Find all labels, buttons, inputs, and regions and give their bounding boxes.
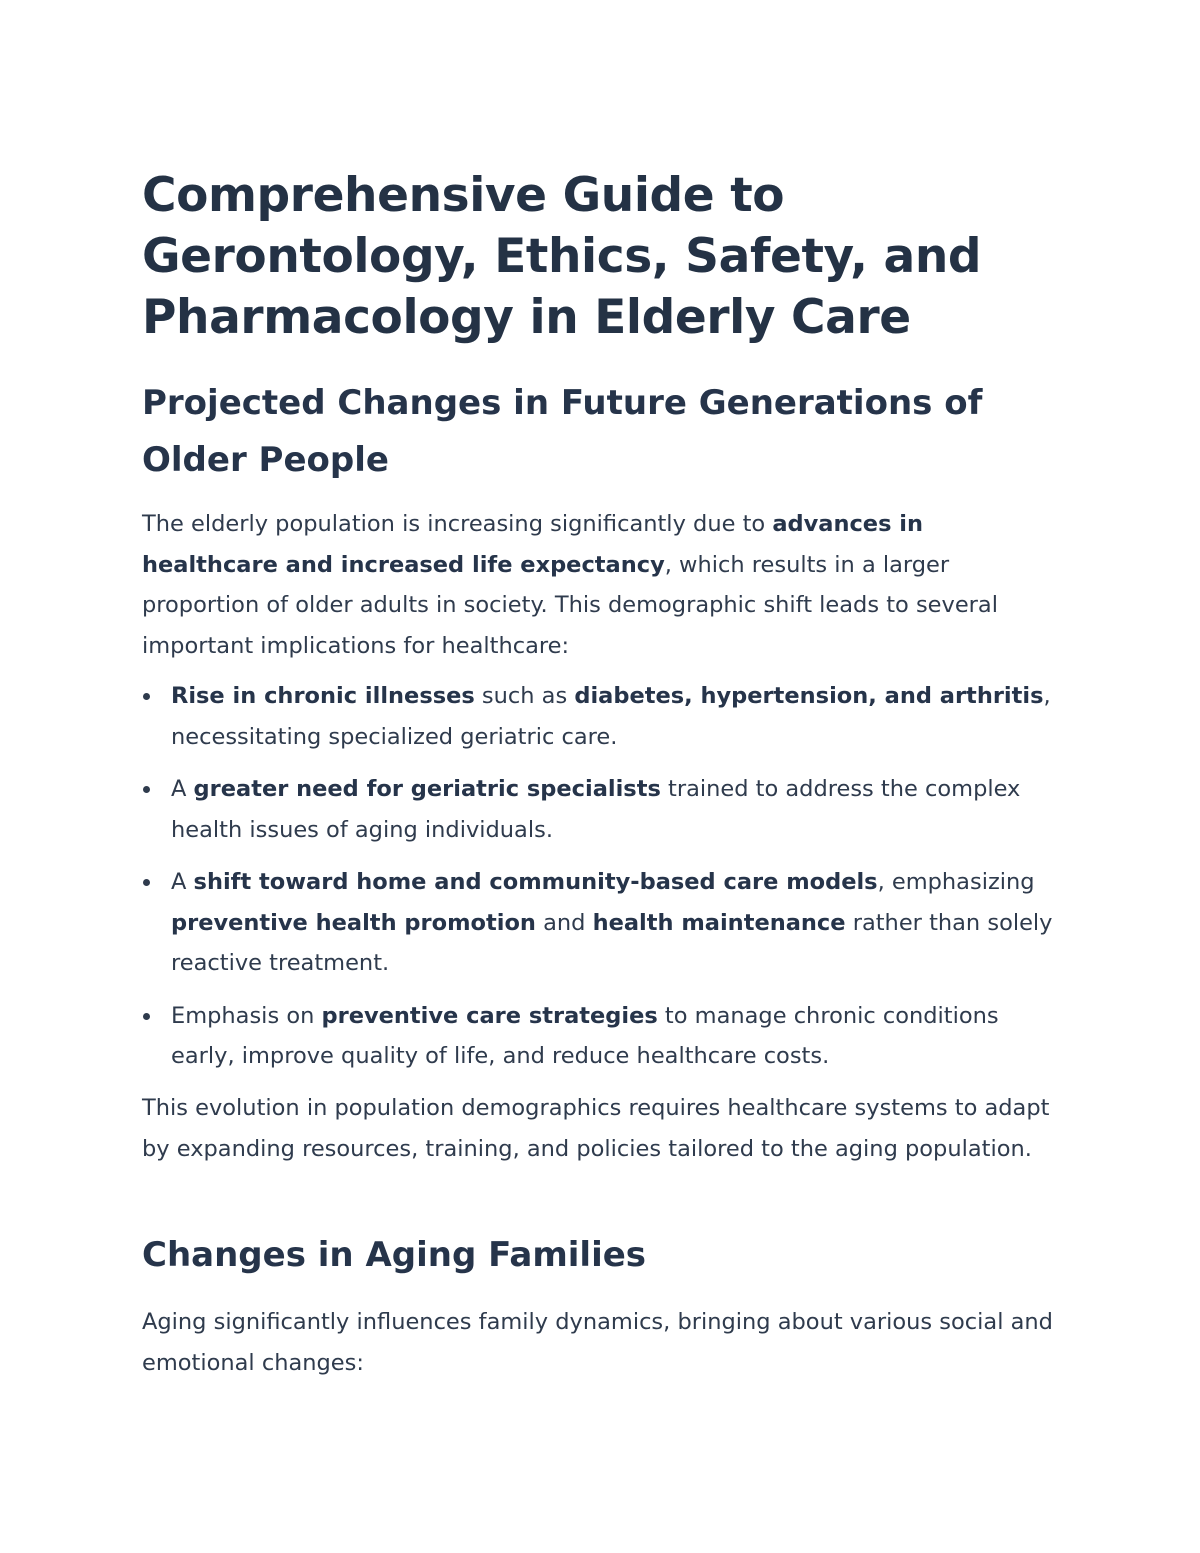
section-closing-paragraph: This evolution in population demographics requires healthcare systems to adapt by expanding resources, training, and policies tailored to the aging population.: [142, 1095, 1050, 1162]
bullet-bold: shift toward home and community-based care models: [193, 869, 878, 895]
section-heading-aging-families: Changes in Aging Families: [142, 1235, 647, 1275]
bullet-text: [171, 683, 1051, 750]
bullet-plain: rather than solely reactive treatment.: [171, 909, 1053, 976]
bullet-plain: A: [171, 869, 194, 895]
aging-families-intro-paragraph: Aging significantly influences family dynamics, bringing about various social and emotional changes:: [142, 1309, 1053, 1376]
implications-bullet-list: [142, 676, 1062, 1089]
bullet-plain: to manage chronic conditions early, improve quality of life, and reduce healthcare costs.: [171, 1002, 999, 1069]
bullet-bold: health maintenance: [592, 909, 846, 936]
bullet-text: [171, 776, 1020, 843]
bullet-bold: diabetes, hypertension, and arthritis: [574, 683, 1044, 709]
intro-text-1: The elderly population is increasing significantly due to: [142, 511, 773, 537]
intro-text-2: , which results in a larger proportion of older adults in society. This demographic shift leads to several important implications for healthcare:: [142, 551, 998, 659]
bullet-item-chronic-illnesses: [142, 676, 1062, 757]
bullet-plain: Emphasis on: [171, 1002, 322, 1029]
bullet-bold: preventive care strategies: [321, 1002, 658, 1029]
bullet-item-preventive-care: [142, 996, 1062, 1077]
bullet-text: [171, 869, 1053, 976]
document-title: Comprehensive Guide to Gerontology, Ethics, Safety, and Pharmacology in Elderly Care: [142, 168, 982, 345]
bullet-dot-icon: [143, 1013, 150, 1020]
bullet-plain: , necessitating specialized geriatric care.: [171, 683, 1051, 750]
bullet-plain: trained to address the complex health issues of aging individuals.: [171, 776, 1021, 843]
bullet-bold: preventive health promotion: [171, 909, 536, 936]
bullet-bold: Rise in chronic illnesses: [171, 683, 475, 709]
bullet-dot-icon: [143, 693, 150, 700]
bullet-plain: such as: [474, 683, 575, 709]
bullet-text: [171, 1003, 999, 1070]
bullet-item-community-care: [142, 862, 1062, 984]
section-intro-paragraph: [142, 504, 1062, 666]
bullet-dot-icon: [143, 879, 150, 886]
section-heading-projected-changes: Projected Changes in Future Generations of Older People: [142, 383, 983, 480]
bullet-bold: greater need for geriatric specialists: [193, 776, 661, 802]
bullet-dot-icon: [143, 786, 150, 793]
bullet-plain: A: [171, 776, 194, 802]
bullet-plain: , emphasizing: [877, 869, 1035, 895]
bullet-plain: and: [535, 909, 593, 936]
bullet-item-geriatric-specialists: [142, 769, 1062, 850]
intro-bold-1: advances in healthcare and increased life expectancy: [142, 511, 924, 578]
